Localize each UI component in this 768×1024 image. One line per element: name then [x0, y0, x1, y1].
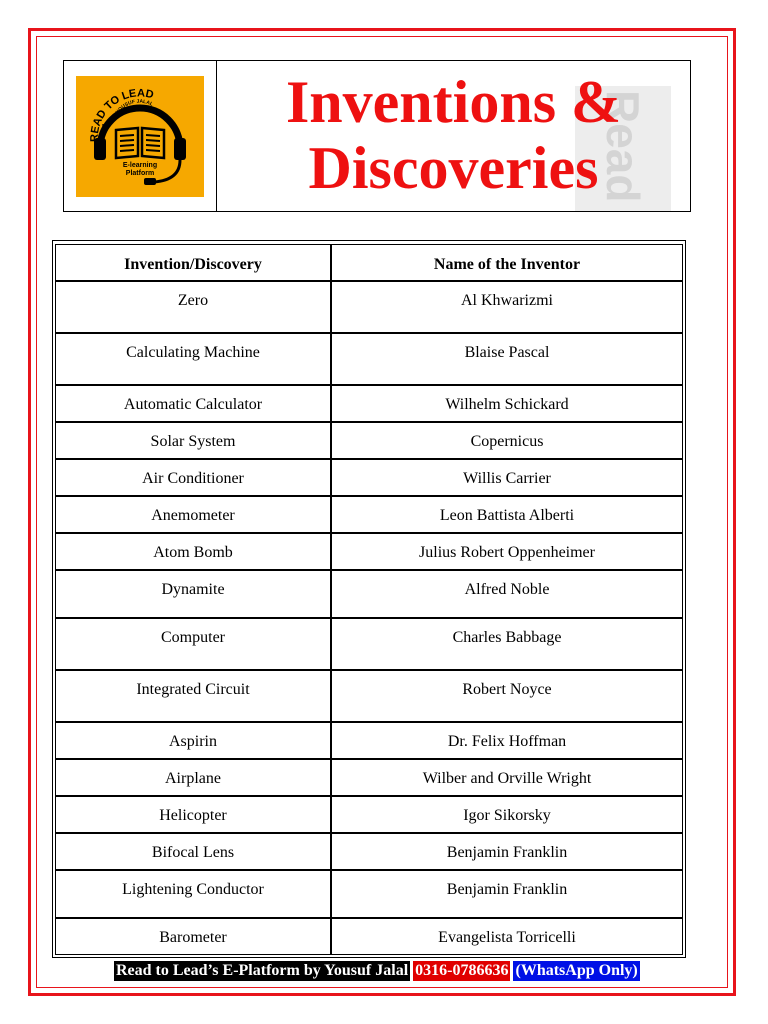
table-row	[55, 870, 683, 918]
inventions-table	[55, 244, 683, 955]
headset-right-ear-icon	[174, 138, 186, 160]
inventor-cell: Dr. Felix Hoffman	[331, 722, 683, 759]
inventor-cell: Blaise Pascal	[331, 333, 683, 385]
invention-cell: Zero	[55, 281, 331, 333]
invention-cell: Helicopter	[55, 796, 331, 833]
inventor-cell: Leon Battista Alberti	[331, 496, 683, 533]
table-row	[55, 670, 683, 722]
table-header-row	[55, 244, 683, 281]
invention-cell: Bifocal Lens	[55, 833, 331, 870]
inventor-cell: Evangelista Torricelli	[331, 918, 683, 955]
page-title-line-1: Inventions &	[285, 69, 622, 135]
invention-cell: Integrated Circuit	[55, 670, 331, 722]
table-row	[55, 333, 683, 385]
table-row	[55, 533, 683, 570]
invention-cell: Air Conditioner	[55, 459, 331, 496]
table-row	[55, 618, 683, 670]
page-title	[217, 69, 690, 201]
logo-arc-text: READ TO LEAD	[88, 86, 155, 142]
inventor-cell: Julius Robert Oppenheimer	[331, 533, 683, 570]
table-row	[55, 796, 683, 833]
page-title-line-2: Discoveries	[308, 135, 599, 201]
logo-graphic	[76, 76, 204, 197]
column-header-inventor: Name of the Inventor	[331, 244, 683, 281]
table-row	[55, 496, 683, 533]
inventor-cell: Wilber and Orville Wright	[331, 759, 683, 796]
invention-cell: Automatic Calculator	[55, 385, 331, 422]
footer-phone: 0316-0786636	[415, 962, 509, 979]
table-row	[55, 422, 683, 459]
watermark-text: Read	[575, 86, 671, 211]
inventor-cell: Robert Noyce	[331, 670, 683, 722]
header-box	[63, 60, 691, 212]
table-row	[55, 281, 683, 333]
inventor-cell: Alfred Noble	[331, 570, 683, 618]
inventions-table-frame	[52, 240, 686, 958]
table-row	[55, 759, 683, 796]
inventor-cell: Benjamin Franklin	[331, 833, 683, 870]
invention-cell: Aspirin	[55, 722, 331, 759]
logo-author-text: YOUSUF JALAL	[114, 98, 154, 115]
table-row	[55, 833, 683, 870]
inventor-cell: Charles Babbage	[331, 618, 683, 670]
column-header-invention: Invention/Discovery	[55, 244, 331, 281]
invention-cell: Barometer	[55, 918, 331, 955]
table-row	[55, 459, 683, 496]
open-book-icon	[116, 128, 164, 158]
table-row	[55, 722, 683, 759]
inventor-cell: Benjamin Franklin	[331, 870, 683, 918]
footer-bar	[114, 961, 640, 981]
invention-cell: Computer	[55, 618, 331, 670]
inventor-cell: Copernicus	[331, 422, 683, 459]
inventor-cell: Al Khwarizmi	[331, 281, 683, 333]
read-to-lead-logo	[76, 76, 204, 197]
logo-subtitle-1: E-learning	[122, 161, 158, 169]
inventor-cell: Igor Sikorsky	[331, 796, 683, 833]
invention-cell: Calculating Machine	[55, 333, 331, 385]
footer-whatsapp-note: (WhatsApp Only)	[515, 962, 638, 979]
inventor-cell: Willis Carrier	[331, 459, 683, 496]
invention-cell: Lightening Conductor	[55, 870, 331, 918]
invention-cell: Solar System	[55, 422, 331, 459]
logo-cell	[64, 61, 217, 211]
headset-band-icon	[100, 108, 180, 148]
invention-cell: Anemometer	[55, 496, 331, 533]
logo-by-text: BY	[102, 123, 109, 130]
table-row	[55, 570, 683, 618]
logo-subtitle-2: Platform	[125, 169, 155, 177]
table-row	[55, 385, 683, 422]
footer-platform-text: Read to Lead’s E-Platform by Yousuf Jalal	[116, 962, 409, 979]
invention-cell: Atom Bomb	[55, 533, 331, 570]
table-row	[55, 918, 683, 955]
title-cell	[217, 61, 690, 211]
invention-cell: Airplane	[55, 759, 331, 796]
inventor-cell: Wilhelm Schickard	[331, 385, 683, 422]
invention-cell: Dynamite	[55, 570, 331, 618]
